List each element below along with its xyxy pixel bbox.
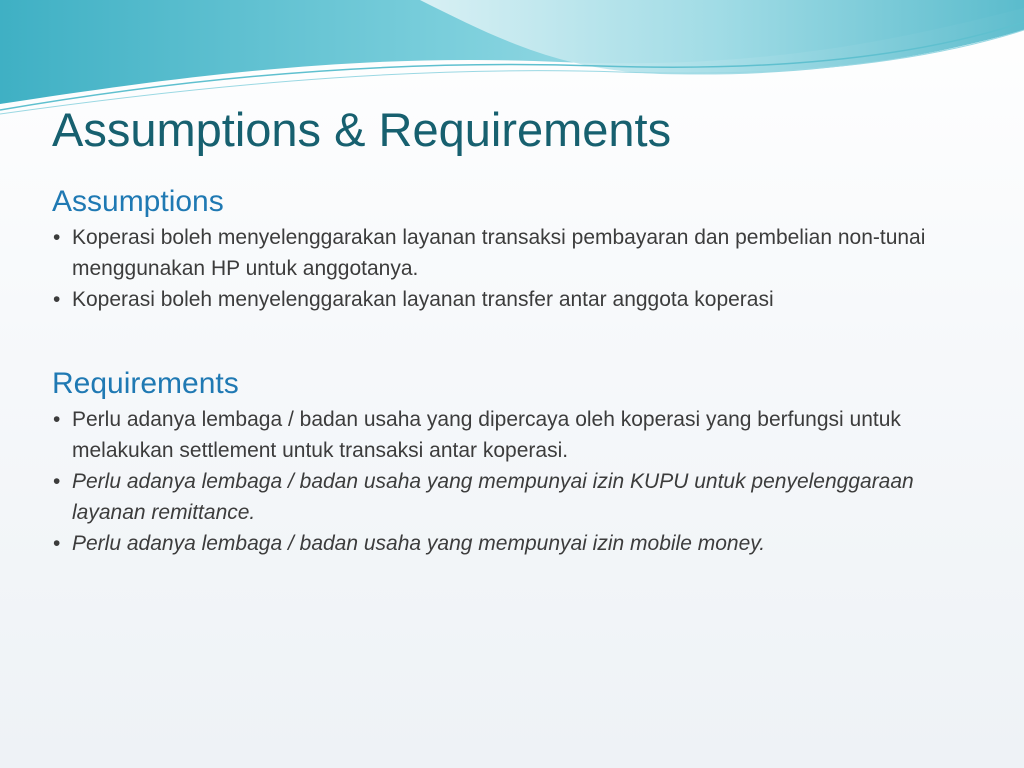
- slide-title: Assumptions & Requirements: [52, 103, 672, 156]
- list-item: [52, 466, 952, 528]
- bullet-icon: •: [53, 226, 61, 249]
- assumptions-list: [52, 222, 952, 315]
- list-item: [52, 528, 952, 559]
- requirements-list: [52, 404, 952, 559]
- requirements-heading: Requirements: [52, 367, 239, 400]
- assumptions-section: [52, 182, 952, 315]
- list-item-text: Perlu adanya lembaga / badan usaha yang mempunyai izin KUPU untuk penyelenggaraan layanan remittance.: [72, 470, 914, 524]
- assumptions-heading: Assumptions: [52, 185, 224, 218]
- slide-content: [52, 182, 952, 559]
- list-item-text: Perlu adanya lembaga / badan usaha yang dipercaya oleh koperasi yang berfungsi untuk melakukan settlement untuk transaksi antar koperasi.: [72, 408, 901, 462]
- list-item-text: Perlu adanya lembaga / badan usaha yang mempunyai izin mobile money.: [72, 532, 766, 555]
- requirements-section: [52, 364, 952, 559]
- bullet-icon: •: [53, 408, 61, 431]
- list-item-text: Koperasi boleh menyelenggarakan layanan transfer antar anggota koperasi: [72, 288, 774, 311]
- bullet-icon: •: [53, 288, 61, 311]
- list-item: [52, 404, 952, 466]
- list-item: [52, 284, 952, 315]
- bullet-icon: •: [53, 470, 61, 493]
- list-item-text: Koperasi boleh menyelenggarakan layanan transaksi pembayaran dan pembelian non-tunai menggunakan HP untuk anggotanya.: [72, 226, 926, 280]
- list-item: [52, 222, 952, 284]
- bullet-icon: •: [53, 532, 61, 555]
